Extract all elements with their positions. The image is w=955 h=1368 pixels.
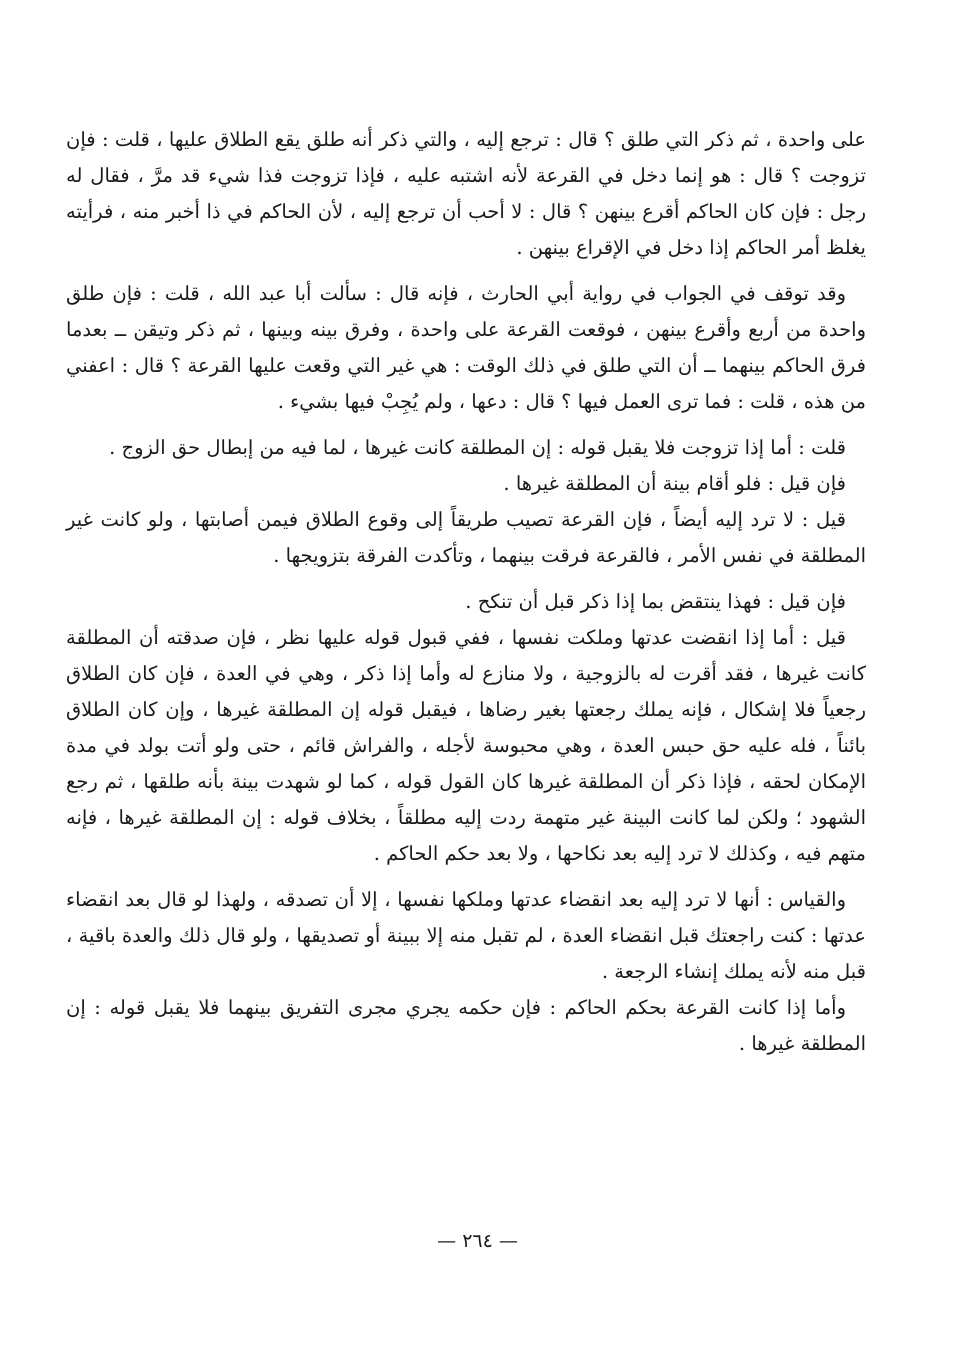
page-body: [66, 122, 866, 1072]
paragraph-3: قلت : أما إذا تزوجت فلا يقبل قوله : إن المطلقة كانت غيرها ، لما فيه من إبطال حق الزوج .: [109, 436, 846, 459]
paragraph-9: وأما إذا كانت القرعة بحكم الحاكم : فإن حكمه يجري مجرى التفريق بينهما فلا يقبل قوله : إن المطلقة غيرها .: [66, 996, 866, 1055]
paragraph-4: فإن قيل : فلو أقام بينة أن المطلقة غيرها .: [503, 472, 846, 495]
paragraph-5: قيل : لا ترد إليه أيضاً ، فإن القرعة تصيب طريقاً إلى وقوع الطلاق فيمن أصابتها ، ولو كانت غير المطلقة في نفس الأمر ، فالقرعة فرقت بينهما ، وتأكدت الفرقة بتزويجها .: [66, 508, 866, 567]
paragraph-2: وقد توقف في الجواب في رواية أبي الحارث ، فإنه قال : سألت أبا عبد الله ، قلت : فإن طلق واحدة من أربع وأقرع بينهن ، فوقعت القرعة على واحدة ، وفرق بينه وبينها ، ثم ذكر وتيقن ــ بعدما فرق الحاكم بينهما ــ أن التي طلق في ذلك الوقت : هي غير التي وقعت عليها القرعة ؟ قال : اعفني من هذه ، قلت : فما ترى العمل فيها ؟ قال : دعها ، ولم يُجِبْ فيها بشيء .: [66, 282, 866, 413]
paragraph-8: والقياس : أنها لا ترد إليه بعد انقضاء عدتها وملكها نفسها ، إلا أن تصدقه ، ولهذا لو قال بعد انقضاء عدتها : كنت راجعتك قبل انقضاء العدة ، لم تقبل منه إلا ببينة أو تصديقها ، ولو قال ذلك والعدة باقية ، قبل منه لأنه يملك إنشاء الرجعة .: [66, 888, 866, 983]
paragraph-6: فإن قيل : فهذا ينتقض بما إذا ذكر قبل أن تنكح .: [465, 590, 846, 613]
page-number: — ٢٦٤ —: [437, 1230, 518, 1252]
paragraph-1: على واحدة ، ثم ذكر التي طلق ؟ قال : ترجع إليه ، والتي ذكر أنه طلق يقع الطلاق عليها ، قلت : فإن تزوجت ؟ قال : هو إنما دخل في القرعة لأنه اشتبه عليه ، فإذا تزوجت فذا شيء قد مرَّ ، فقال له رجل : فإن كان الحاكم أقرع بينهن ؟ قال : لا أحب أن ترجع إليه ، لأن الحاكم في ذا أخبر منه ، فرأيته يغلظ أمر الحاكم إذا دخل في الإقراع بينهن .: [66, 128, 866, 259]
paragraph-7: قيل : أما إذا انقضت عدتها وملكت نفسها ، ففي قبول قوله عليها نظر ، فإن صدقته أن المطلقة كانت غيرها ، فقد أقرت له بالزوجية ، ولا منازع له وأما إذا ذكر ، وهي في العدة ، فإن كان الطلاق رجعياً فلا إشكال ، فإنه يملك رجعتها بغير رضاها ، فيقبل قوله إن المطلقة غيرها ، وإن كان الطلاق بائناً ، فله عليه حق حبس العدة ، وهي محبوسة لأجله ، والفراش قائم ، حتى ولو أتت بولد في مدة الإمكان لحقه ، فإذا ذكر أن المطلقة غيرها كان القول قوله ، كما لو شهدت بينة بأنه طلقها ، ثم رجع الشهود ؛ ولكن لما كانت البينة غير متهمة ردت إليه مطلقاً ، بخلاف قوله : إن المطلقة غيرها ، فإنه متهم فيه ، وكذلك لا ترد إليه بعد نكاحها ، ولا بعد حكم الحاكم .: [66, 626, 866, 865]
